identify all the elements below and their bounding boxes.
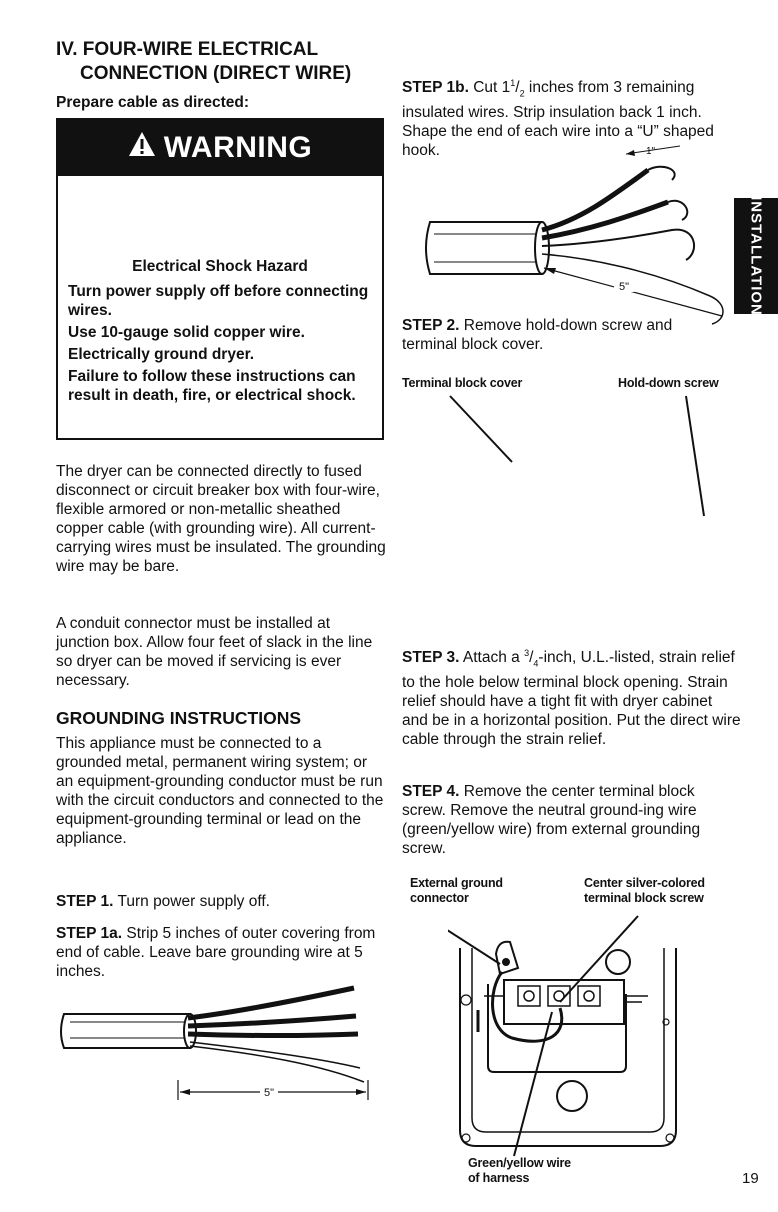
section-title-line2: CONNECTION (DIRECT WIRE) (80, 63, 352, 84)
fig4-label-green-yellow-2: of harness (468, 1171, 530, 1185)
step-1b-sub: 2 (519, 88, 525, 99)
step-1b: STEP 1b. Cut $1^1/_2$ inches from 3 remaining insulated wires. Strip insulation back 1 inch. Shape the end of each wire into a “U” shaped hook. (402, 78, 714, 160)
warning-header (58, 120, 382, 176)
fig1b-small-dimension: 1" (646, 146, 656, 157)
prepare-heading: Prepare cable as directed: (56, 94, 249, 111)
fig2-pointer-lines (400, 392, 740, 522)
warning-hazard: Electrical Shock Hazard (132, 258, 308, 275)
fig4-label-external-ground-1: External ground (410, 876, 503, 890)
warning-label: WARNING (163, 131, 313, 164)
terminal-block-figure (448, 910, 688, 1158)
step-1b-sup: 1 (510, 78, 516, 88)
step-3: STEP 3. Attach a $^3/_4$-inch, U.L.-listed, strain relief to the hole below terminal block opening. Strain relief should have a tight fit with dryer cabinet and be in a horizontal position. Put the direct wire cable through the strain relief. (402, 648, 741, 749)
warning-line: Electrically ground dryer. (68, 346, 255, 363)
fig4-label-external-ground (410, 876, 503, 906)
step-3-sub: 4 (533, 658, 539, 669)
page-number: 19 (742, 1170, 759, 1187)
step-3-sup: 3 (524, 648, 530, 658)
section-title-line1: IV. FOUR-WIRE ELECTRICAL (56, 39, 319, 60)
fig4-label-center-screw-2: terminal block screw (584, 891, 704, 905)
warning-triangle-icon (128, 131, 156, 165)
fig4-label-external-ground-2: connector (410, 891, 469, 905)
grounding-title: GROUNDING INSTRUCTIONS (56, 708, 301, 728)
intro-paragraph-1: The dryer can be connected directly to fused disconnect or circuit breaker box with four-wire, flexible armored or non-metallic sheathed copper cable (with grounding wire). All current-carrying wires must be insulated. The grounding wire may be bare. (56, 463, 386, 575)
step-1-text: Turn power supply off. (113, 893, 270, 910)
fig2-label-terminal-cover: Terminal block cover (402, 376, 523, 390)
step-3-label: STEP 3. (402, 649, 460, 667)
step-4-text: Remove the center terminal block screw. Remove the neutral ground-ing wire (green/yellow wire) from external grounding screw. (402, 783, 701, 857)
fig4-label-center-screw-1: Center silver-colored (584, 876, 705, 890)
grounding-text: This appliance must be connected to a grounded metal, permanent wiring system; or an equipment-grounding conductor must be run with the circuit conductors and connected to the equipment-grounding terminal or lead on the appliance. (56, 735, 384, 847)
warning-line: Turn power supply off before connecting wires. (68, 283, 369, 319)
step-2-label: STEP 2. (402, 317, 460, 334)
wire-hook-figure (410, 140, 730, 330)
fig1a-dimension: 5" (263, 1087, 275, 1099)
installation-side-tab (734, 198, 778, 314)
step-1b-text-pre: Cut 1 (468, 79, 511, 97)
step-4 (402, 782, 742, 858)
fig1b-dimension: 5" (618, 281, 630, 293)
intro-paragraph-2: A conduit connector must be installed at junction box. Allow four feet of slack in the line so dryer can be moved if servicing is ever necessary. (56, 615, 373, 689)
warning-box (56, 118, 384, 440)
step-1 (56, 892, 386, 911)
warning-line: Use 10-gauge solid copper wire. (68, 324, 305, 341)
step-3-text-post: -inch, U.L.-listed, strain relief to the hole below terminal block opening. Strain relief should have a tight fit with dryer cabinet and be in a horizontal position. Put the direct wire cable through the strain relief. (402, 649, 741, 749)
step-1-label: STEP 1. (56, 893, 114, 910)
step-2 (402, 316, 722, 354)
cable-strip-figure (58, 980, 378, 1100)
warning-line: Failure to follow these instructions can result in death, fire, or electrical shock. (68, 368, 356, 404)
step-1b-text-post: inches from 3 remaining insulated wires. Strip insulation back 1 inch. Shape the end of each wire into a “U” shaped hook. (402, 79, 714, 160)
step-2-text: Remove hold-down screw and terminal block cover. (402, 317, 673, 353)
step-1a (56, 924, 386, 981)
step-4-label: STEP 4. (402, 783, 460, 800)
fig4-label-green-yellow-1: Green/yellow wire (468, 1156, 571, 1170)
fig4-label-green-yellow-wire (468, 1156, 571, 1186)
step-1b-label: STEP 1b. (402, 79, 469, 97)
step-3-text-pre: Attach a (459, 649, 525, 667)
step-1a-label: STEP 1a. (56, 925, 123, 942)
fig2-label-hold-down-screw: Hold-down screw (618, 376, 719, 390)
step-1a-text: Strip 5 inches of outer covering from end of cable. Leave bare grounding wire at 5 inches. (56, 925, 376, 980)
side-tab-label: INSTALLATION (747, 196, 765, 316)
fig4-label-center-screw (584, 876, 705, 906)
